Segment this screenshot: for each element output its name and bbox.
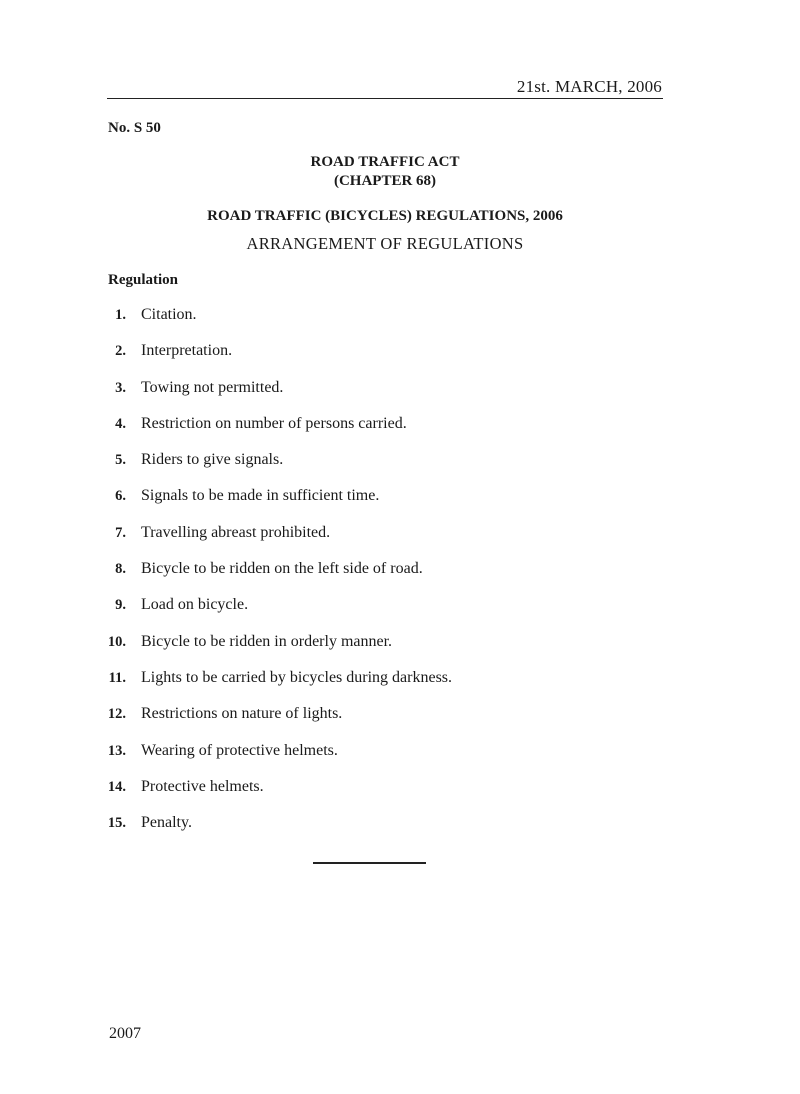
item-text: Signals to be made in sufficient time. — [141, 487, 380, 505]
item-number: 7. — [115, 524, 126, 541]
list-item — [100, 560, 660, 596]
list-item — [100, 742, 660, 778]
regulations-title: ROAD TRAFFIC (BICYCLES) REGULATIONS, 2006 — [207, 208, 563, 224]
item-text: Restriction on number of persons carried. — [141, 414, 407, 432]
item-text: Wearing of protective helmets. — [141, 741, 338, 759]
regulations-list — [100, 306, 660, 850]
list-item — [100, 814, 660, 850]
page-number: 2007 — [109, 1025, 141, 1042]
header-rule — [107, 98, 663, 99]
item-number: 2. — [115, 343, 126, 360]
act-chapter: (CHAPTER 68) — [333, 173, 437, 189]
item-number: 1. — [115, 307, 126, 323]
item-text: Bicycle to be ridden on the left side of road. — [141, 560, 423, 578]
item-text: Towing not permitted. — [141, 378, 284, 396]
item-number: 13. — [107, 742, 126, 759]
item-text: Travelling abreast prohibited. — [141, 523, 331, 541]
item-number: 12. — [107, 706, 126, 723]
item-text: Protective helmets. — [141, 777, 264, 795]
item-text: Restrictions on nature of lights. — [141, 705, 343, 723]
list-item — [100, 633, 660, 669]
list-item — [100, 778, 660, 814]
list-item — [100, 379, 660, 415]
list-item — [100, 487, 660, 523]
item-number: 8. — [115, 561, 126, 578]
end-rule — [313, 862, 426, 864]
item-text: Penalty. — [141, 814, 192, 832]
act-title: ROAD TRAFFIC ACT — [310, 154, 460, 170]
header-date: 21st. MARCH, 2006 — [516, 77, 662, 96]
item-number: 4. — [115, 415, 126, 432]
list-item — [100, 524, 660, 560]
item-number: 9. — [115, 597, 126, 614]
list-item — [100, 596, 660, 632]
item-number: 15. — [107, 815, 126, 832]
item-number: 5. — [115, 452, 126, 469]
list-item — [100, 306, 660, 342]
item-number: 11. — [108, 669, 126, 686]
item-number: 14. — [107, 778, 126, 795]
item-number: 3. — [115, 379, 126, 396]
item-text: Riders to give signals. — [141, 451, 284, 469]
item-text: Bicycle to be ridden in orderly manner. — [141, 632, 393, 650]
notice-number: No. S 50 — [108, 120, 161, 136]
item-text: Load on bicycle. — [141, 596, 249, 614]
list-item — [100, 342, 660, 378]
item-number: 10. — [107, 633, 126, 650]
item-number: 6. — [115, 488, 126, 505]
list-item — [100, 669, 660, 705]
act-title-block — [107, 153, 663, 191]
list-item — [100, 415, 660, 451]
item-text: Citation. — [141, 306, 197, 323]
list-item — [100, 705, 660, 741]
item-text: Lights to be carried by bicycles during darkness. — [141, 668, 453, 686]
arrangement-title: ARRANGEMENT OF REGULATIONS — [246, 234, 524, 253]
regulation-column-heading: Regulation — [108, 272, 179, 288]
list-item — [100, 451, 660, 487]
item-text: Interpretation. — [141, 342, 233, 360]
